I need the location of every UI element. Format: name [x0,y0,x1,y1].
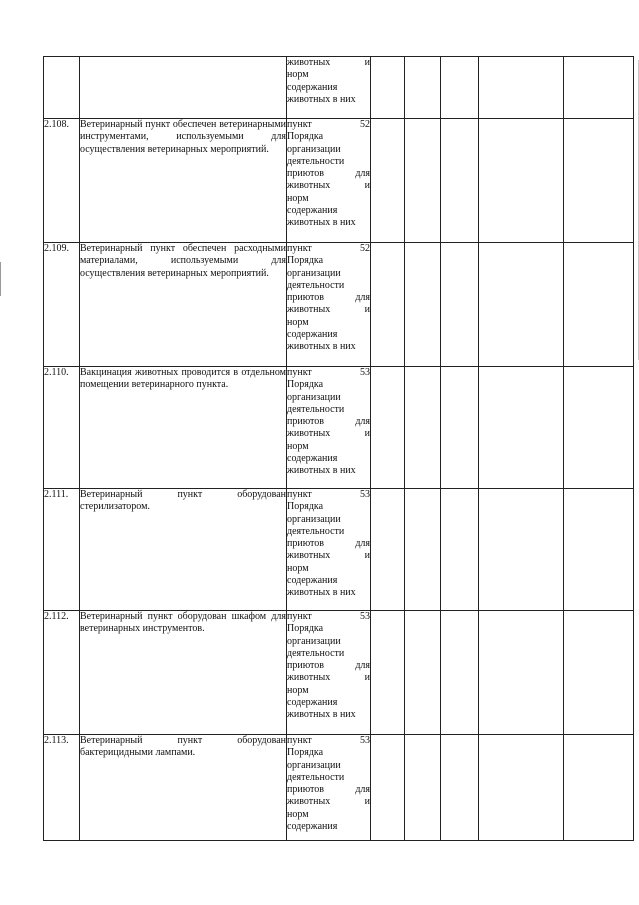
reference-word: содержания [287,329,338,341]
reference-word: животных в них [287,217,356,229]
reference-line [287,735,370,747]
answer-cell [371,489,405,611]
reference-word: содержания [287,453,338,465]
checklist-table [43,56,634,841]
reference-word-right: 53 [360,367,370,378]
requirement-text: Ветеринарный пункт оборудован шкафом для ветеринарных инструментов. [80,611,287,735]
reference-word-right: 52 [360,119,370,130]
table-row [44,57,634,119]
reference-word: норм [287,808,309,820]
reference-word-right: и [364,796,370,808]
reference-word: животных в них [287,93,356,105]
reference-line [287,441,370,453]
reference-word-right: и [364,672,370,684]
answer-cell [371,57,405,119]
row-number: 2.108. [44,119,80,243]
reference-word: приютов [287,538,325,550]
answer-cell [405,489,441,611]
reference-word: пункт [287,611,312,622]
reference-word: животных в них [287,587,356,599]
answer-cell [405,119,441,243]
reference-word: приютов [287,292,325,304]
row-number: 2.111. [44,489,80,611]
reference-line [287,168,370,180]
reference-line [287,526,370,538]
legal-reference [287,57,371,119]
reference-word: деятельности [287,525,345,537]
reference-line [287,685,370,697]
reference-word: норм [287,192,309,204]
legal-reference [287,735,371,841]
answer-cell [479,489,564,611]
answer-cell [479,735,564,841]
table-row [44,243,634,367]
reference-word: организации [287,267,341,279]
requirement-text: Вакцинация животных проводится в отдельном помещении ветеринарного пункта. [80,367,287,489]
reference-line [287,317,370,329]
reference-line [287,538,370,550]
reference-word: Порядка [287,255,324,267]
reference-word: животных [287,672,331,684]
reference-line [287,416,370,428]
reference-line [287,784,370,796]
reference-line [287,587,370,599]
reference-word: приютов [287,168,325,180]
reference-line [287,144,370,156]
reference-line [287,69,370,81]
reference-word: Порядка [287,379,324,391]
reference-line [287,809,370,821]
answer-cell [564,119,634,243]
reference-word-right: 53 [360,489,370,500]
answer-cell [405,735,441,841]
answer-cell [405,243,441,367]
reference-line [287,465,370,477]
answer-cell [371,119,405,243]
reference-word: пункт [287,243,312,254]
reference-word-right: 53 [360,735,370,746]
reference-word-right: для [355,538,370,550]
answer-cell [405,611,441,735]
answer-cell [405,367,441,489]
answer-cell [564,735,634,841]
reference-word: Порядка [287,623,324,635]
reference-word: содержания [287,697,338,709]
answer-cell [441,119,479,243]
scan-edge-left [0,262,1,296]
row-number: 2.113. [44,735,80,841]
reference-line [287,392,370,404]
reference-line [287,379,370,391]
reference-line [287,268,370,280]
reference-word: содержания [287,575,338,587]
reference-word-right: для [355,660,370,672]
answer-cell [479,119,564,243]
reference-word: организации [287,635,341,647]
reference-line [287,205,370,217]
answer-cell [405,57,441,119]
reference-line [287,156,370,168]
requirement-text: Ветеринарный пункт обеспечен ветеринарными инструментами, используемыми для осуществления ветеринарных мероприятий. [80,119,287,243]
reference-word-right: и [364,57,370,68]
reference-word: пункт [287,119,312,130]
reference-word: приютов [287,660,325,672]
reference-word: пункт [287,489,312,500]
requirement-text: Ветеринарный пункт оборудован стерилизатором. [80,489,287,611]
answer-cell [479,611,564,735]
reference-line [287,304,370,316]
reference-line [287,563,370,575]
reference-line [287,255,370,267]
reference-word: животных [287,304,331,316]
answer-cell [564,611,634,735]
table-row [44,367,634,489]
reference-line [287,623,370,635]
reference-word: животных [287,180,331,192]
reference-word: деятельности [287,279,345,291]
reference-word-right: 52 [360,243,370,254]
row-number: 2.109. [44,243,80,367]
reference-word-right: для [355,292,370,304]
answer-cell [564,489,634,611]
reference-word: животных [287,57,331,68]
answer-cell [441,489,479,611]
requirement-text [80,57,287,119]
reference-line [287,292,370,304]
reference-word: Порядка [287,131,324,143]
reference-word: животных в них [287,465,356,477]
reference-line [287,550,370,562]
answer-cell [371,243,405,367]
reference-word-right: для [355,168,370,180]
legal-reference [287,489,371,611]
reference-word: норм [287,562,309,574]
reference-word: пункт [287,367,312,378]
reference-word: животных [287,796,331,808]
reference-line [287,341,370,353]
reference-word: животных в них [287,341,356,353]
reference-word: Порядка [287,501,324,513]
reference-line [287,329,370,341]
reference-word-right: и [364,304,370,316]
row-number [44,57,80,119]
reference-line [287,796,370,808]
reference-word-right: 53 [360,611,370,622]
answer-cell [564,57,634,119]
answer-cell [479,243,564,367]
reference-word: животных в них [287,709,356,721]
answer-cell [479,57,564,119]
reference-word: норм [287,316,309,328]
reference-line [287,217,370,229]
reference-line [287,57,370,69]
answer-cell [564,243,634,367]
reference-word-right: для [355,416,370,428]
answer-cell [564,367,634,489]
reference-line [287,501,370,513]
table-row [44,611,634,735]
reference-line [287,772,370,784]
reference-word: организации [287,391,341,403]
answer-cell [441,57,479,119]
legal-reference [287,243,371,367]
reference-line [287,611,370,623]
reference-line [287,453,370,465]
reference-line [287,404,370,416]
answer-cell [441,735,479,841]
legal-reference [287,367,371,489]
reference-word: организации [287,143,341,155]
reference-word: норм [287,69,309,81]
reference-line [287,697,370,709]
answer-cell [441,243,479,367]
reference-line [287,660,370,672]
answer-cell [479,367,564,489]
reference-line [287,489,370,501]
reference-line [287,709,370,721]
reference-word: организации [287,759,341,771]
reference-word: животных [287,550,331,562]
answer-cell [441,611,479,735]
table-row [44,735,634,841]
reference-word: Порядка [287,747,324,759]
reference-line [287,82,370,94]
reference-line [287,280,370,292]
answer-cell [371,611,405,735]
reference-word-right: и [364,428,370,440]
table-row [44,119,634,243]
reference-line [287,672,370,684]
legal-reference [287,119,371,243]
row-number: 2.112. [44,611,80,735]
reference-word: деятельности [287,403,345,415]
reference-word: приютов [287,416,325,428]
reference-line [287,193,370,205]
reference-word-right: и [364,180,370,192]
reference-line [287,119,370,131]
reference-word-right: для [355,784,370,796]
requirement-text: Ветеринарный пункт оборудован бактерицидными лампами. [80,735,287,841]
reference-word: деятельности [287,771,345,783]
answer-cell [441,367,479,489]
reference-line [287,428,370,440]
reference-line [287,760,370,772]
requirement-text: Ветеринарный пункт обеспечен расходными материалами, используемыми для осуществления ветеринарных мероприятий. [80,243,287,367]
reference-word: животных [287,428,331,440]
reference-word: содержания [287,205,338,217]
row-number: 2.110. [44,367,80,489]
reference-word: содержания [287,81,338,93]
reference-line [287,821,370,833]
reference-word: деятельности [287,155,345,167]
reference-line [287,180,370,192]
reference-word: приютов [287,784,325,796]
reference-word: норм [287,440,309,452]
reference-word: организации [287,513,341,525]
answer-cell [371,735,405,841]
reference-line [287,514,370,526]
table-row [44,489,634,611]
reference-line [287,94,370,106]
reference-line [287,747,370,759]
reference-line [287,636,370,648]
reference-word: деятельности [287,647,345,659]
reference-line [287,131,370,143]
reference-line [287,367,370,379]
reference-line [287,648,370,660]
reference-word: пункт [287,735,312,746]
reference-line [287,243,370,255]
reference-word: содержания [287,821,338,833]
reference-line [287,575,370,587]
reference-word: норм [287,684,309,696]
legal-reference [287,611,371,735]
reference-word-right: и [364,550,370,562]
answer-cell [371,367,405,489]
